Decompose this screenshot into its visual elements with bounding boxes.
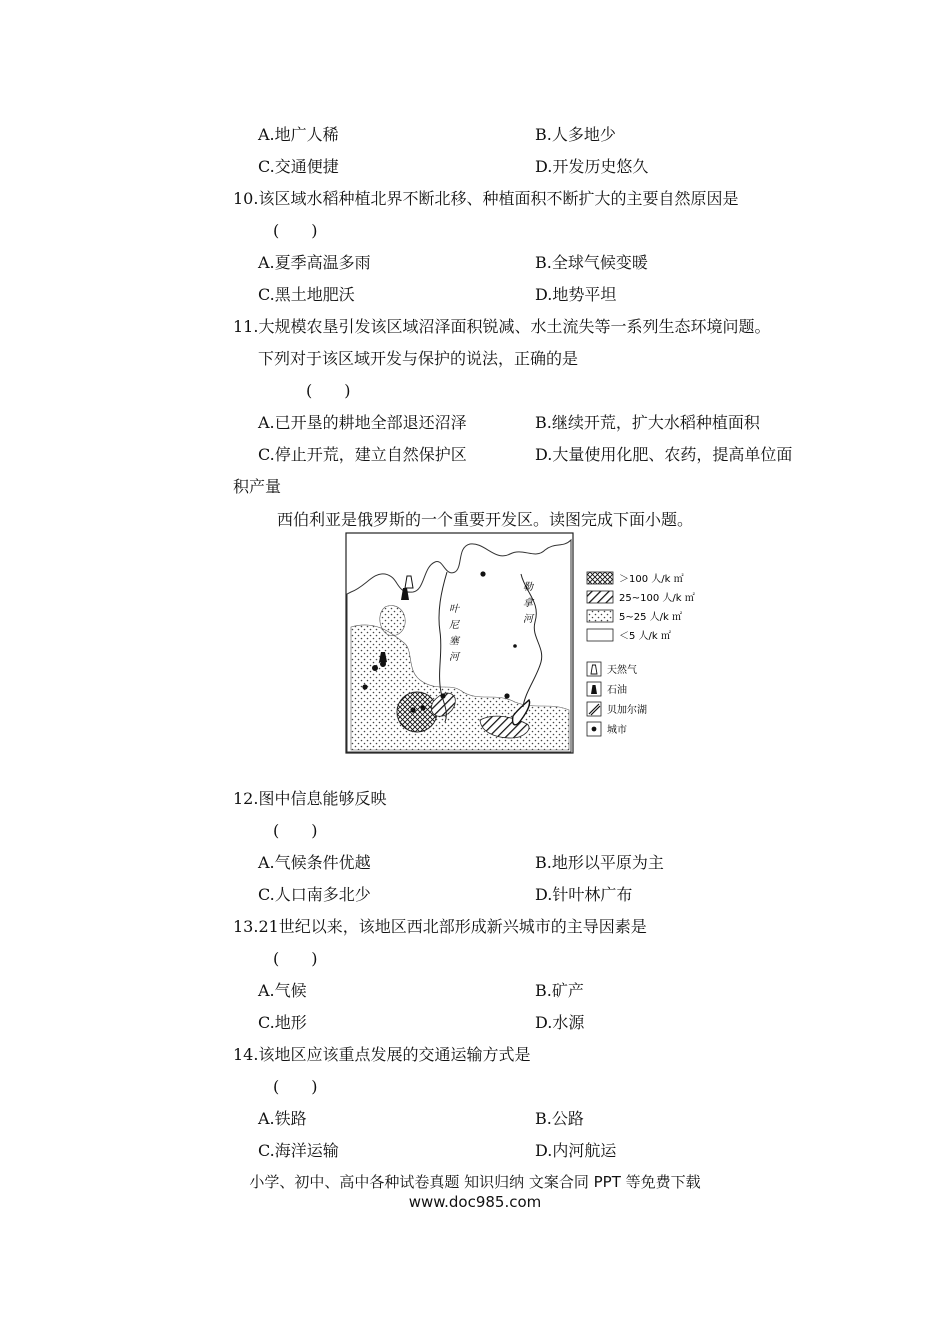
legend-label: 天然气 (607, 665, 637, 676)
city-dot (513, 644, 517, 648)
city-dot (420, 705, 425, 710)
q12-option-b: B.地形以平原为主 (535, 853, 664, 872)
city-dot (504, 693, 509, 698)
gas-symbol (405, 576, 413, 588)
city-dot (380, 661, 386, 667)
legend-label: ＜5 人/k ㎡ (619, 631, 671, 642)
q10-answer-blank: ( ) (273, 221, 318, 240)
river-yenisei-char: 叶 (449, 604, 459, 615)
q9-option-a: A.地广人稀 (258, 125, 339, 144)
q10-option-b: B.全球气候变暖 (535, 253, 648, 272)
city-dot (372, 665, 378, 671)
city-dot (362, 684, 367, 689)
footer-url[interactable]: www.doc985.com (408, 1193, 542, 1211)
q9-option-c: C.交通便捷 (258, 157, 339, 176)
density-over-100-area (397, 692, 437, 732)
q13-answer-blank: ( ) (273, 949, 318, 968)
q11-answer-blank: ( ) (306, 381, 351, 400)
q11-option-b: B.继续开荒，扩大水稻种植面积 (535, 413, 760, 432)
river-yenisei-char: 塞 (449, 636, 459, 647)
legend-swatch-cross (587, 572, 613, 584)
q11-option-d: D.大量使用化肥、农药，提高单位面 (535, 445, 793, 464)
q13-option-a: A.气候 (258, 981, 307, 1000)
q14-option-d: D.内河航运 (535, 1141, 617, 1160)
q10-stem: 10.该区域水稻种植北界不断北移、种植面积不断扩大的主要自然原因是 (233, 189, 739, 208)
legend-label: 25~100 人/k ㎡ (619, 593, 695, 604)
q12-stem: 12.图中信息能够反映 (233, 789, 387, 808)
river-lena-char: 勒 (523, 582, 533, 593)
density-5-25-north (380, 606, 405, 636)
q12-answer-blank: ( ) (273, 821, 318, 840)
q10-option-c: C.黑土地肥沃 (258, 285, 355, 304)
legend-label: 5~25 人/k ㎡ (619, 612, 682, 623)
legend-label: ＞100 人/k ㎡ (619, 574, 684, 585)
map-legend (587, 572, 695, 736)
river-lena-char: 河 (523, 614, 533, 625)
q9-option-d: D.开发历史悠久 (535, 157, 649, 176)
q12-option-d: D.针叶林广布 (535, 885, 633, 904)
q9-option-b: B.人多地少 (535, 125, 616, 144)
map-intro: 西伯利亚是俄罗斯的一个重要开发区。读图完成下面小题。 (277, 510, 694, 529)
q12-option-a: A.气候条件优越 (258, 853, 371, 872)
q11-option-d-wrap: 积产量 (233, 477, 282, 496)
q14-option-b: B.公路 (535, 1109, 584, 1128)
q11-stem-line1: 11.大规模农垦引发该区域沼泽面积锐减、水土流失等一系列生态环境问题。 (233, 317, 771, 336)
siberia-map (345, 532, 705, 754)
q12-option-c: C.人口南多北少 (258, 885, 371, 904)
q14-stem: 14.该地区应该重点发展的交通运输方式是 (233, 1045, 531, 1064)
q11-option-a: A.已开垦的耕地全部退还沼泽 (258, 413, 467, 432)
q14-option-a: A.铁路 (258, 1109, 307, 1128)
legend-label: 城市 (607, 725, 627, 736)
q11-stem-line2: 下列对于该区域开发与保护的说法，正确的是 (258, 349, 579, 368)
city-dot (410, 707, 415, 712)
q14-answer-blank: ( ) (273, 1077, 318, 1096)
legend-label: 贝加尔湖 (607, 705, 647, 716)
river-yenisei-char: 尼 (449, 620, 459, 631)
legend-city-icon (592, 727, 597, 732)
q13-option-d: D.水源 (535, 1013, 585, 1032)
q13-stem: 13.21世纪以来，该地区西北部形成新兴城市的主导因素是 (233, 917, 647, 936)
legend-swatch-diag (587, 591, 613, 603)
legend-swatch-blank (587, 629, 613, 641)
river-yenisei-char: 河 (449, 652, 459, 663)
city-dot (480, 571, 485, 576)
q13-option-b: B.矿产 (535, 981, 584, 1000)
city-dot (440, 693, 445, 698)
q10-option-d: D.地势平坦 (535, 285, 617, 304)
footer-promo-text: 小学、初中、高中各种试卷真题 知识归纳 文案合同 PPT 等免费下载 (249, 1173, 701, 1191)
q14-option-c: C.海洋运输 (258, 1141, 339, 1160)
legend-swatch-dots (587, 610, 613, 622)
river-lena-char: 拿 (523, 598, 533, 609)
legend-gas-icon (591, 665, 597, 674)
q13-option-c: C.地形 (258, 1013, 307, 1032)
q11-option-c: C.停止开荒，建立自然保护区 (258, 445, 467, 464)
legend-label: 石油 (607, 685, 627, 696)
q10-option-a: A.夏季高温多雨 (258, 253, 371, 272)
